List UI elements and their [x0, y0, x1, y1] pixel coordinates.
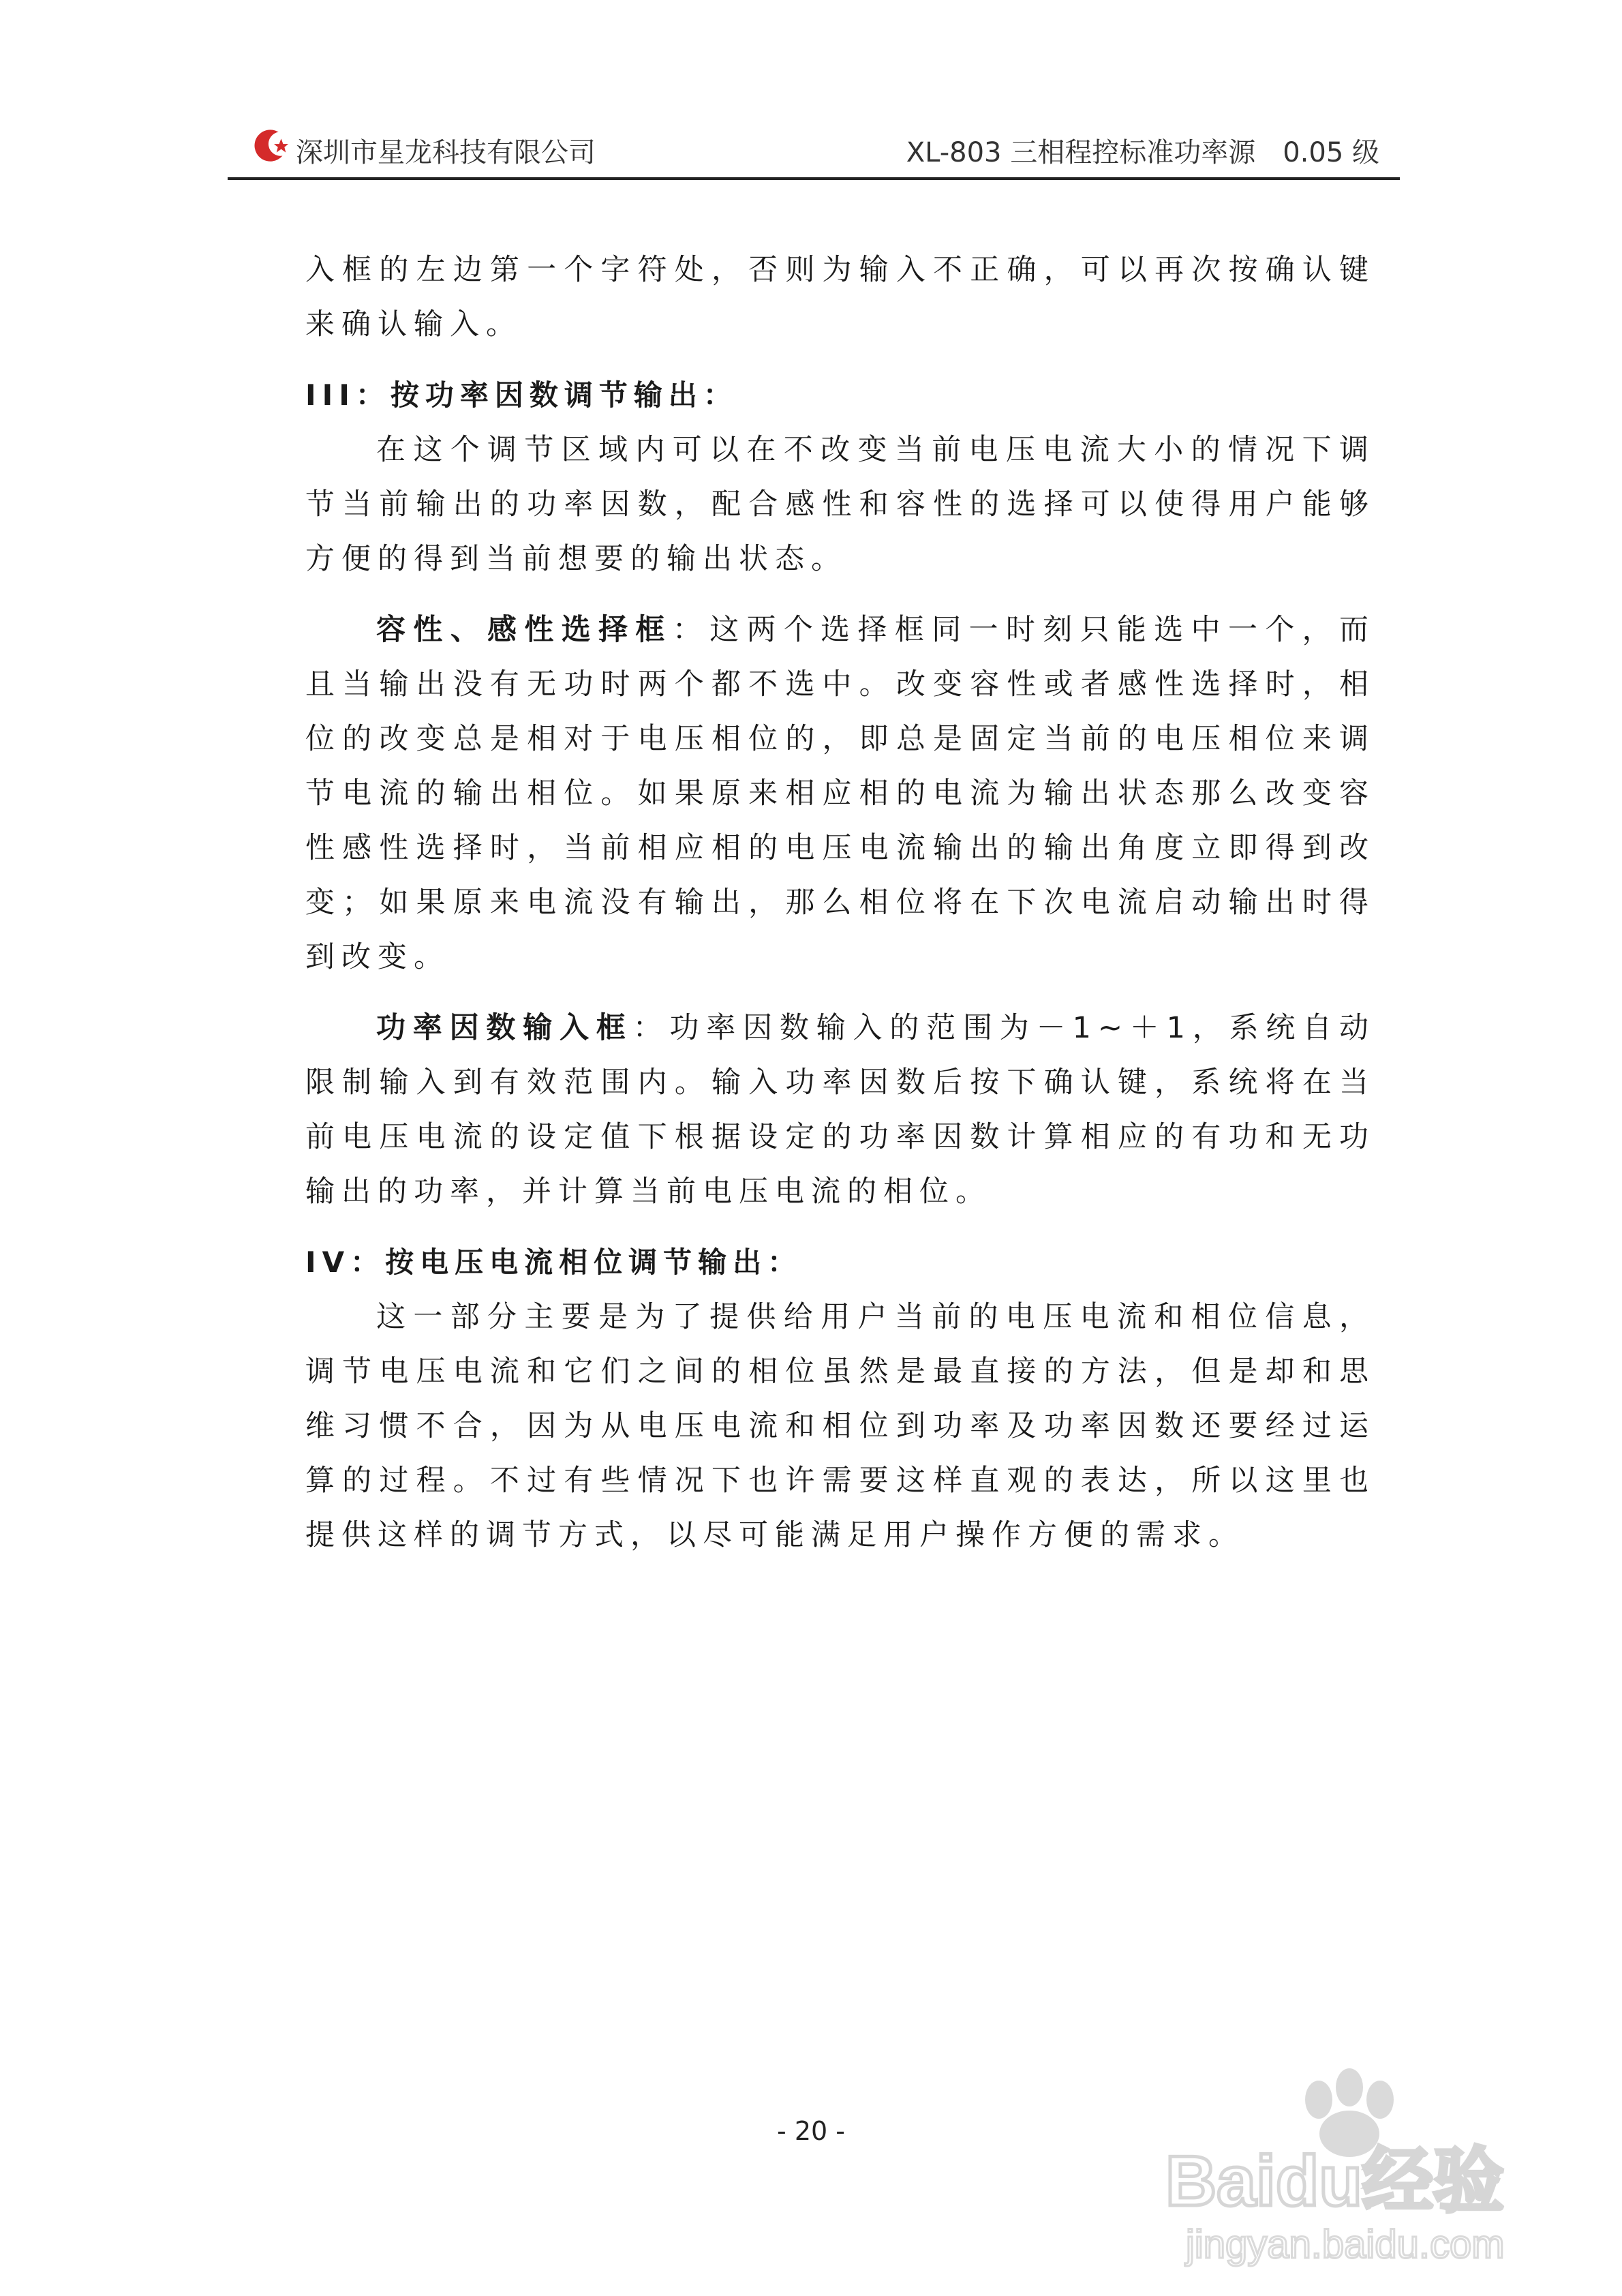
paragraph-3-text: ：这两个选择框同一时刻只能选中一个，而且当输出没有无功时两个都不选中。改变容性或者感性选择时，相位的改变总是相对于电压相位的，即总是固定当前的电压相位来调节电流的输出相位。如果原来相应相的电流为输出状态那么改变容性感性选择时，当前相应相的电压电流输出的输出角度立即得到改变；如果原来电流没有输出，那么相位将在下次电流启动输出时得到改变。 [305, 613, 1376, 974]
red-star-logo-icon [252, 125, 292, 165]
watermark-url-text: jingyan.baidu.com [1186, 2222, 1505, 2267]
term-capacitive-inductive: 容性、感性选择框 [376, 613, 673, 647]
page-number: - 20 - [777, 2116, 845, 2146]
section-4-title: IV：按电压电流相位调节输出： [305, 1245, 803, 1279]
document-body [305, 243, 1375, 1562]
watermark-brand-text: Baidu经验 [1165, 2142, 1504, 2221]
paragraph-3 [305, 603, 1375, 984]
product-title: XL-803 三相程控标准功率源 0.05 级 [906, 137, 1379, 168]
term-power-factor-input: 功率因数输入框 [376, 1011, 633, 1045]
paragraph-5: 这一部分主要是为了提供给用户当前的电压电流和相位信息，调节电压电流和它们之间的相位虽然是最直接的方法，但是却和思维习惯不合，因为从电压电流和相位到功率及功率因数还要经过运算的过程。不过有些情况下也许需要这样直观的表达，所以这里也提供这样的调节方式，以尽可能满足用户操作方便的需求。 [305, 1300, 1375, 1552]
company-name: 深圳市星龙科技有限公司 [296, 137, 596, 168]
page-header [228, 123, 1400, 180]
section-3-title: III：按功率因数调节输出： [305, 378, 738, 412]
paragraph-1: 入框的左边第一个字符处，否则为输入不正确，可以再次按确认键来确认输入。 [305, 253, 1375, 342]
paragraph-4-text: ：功率因数输入的范围为－1~＋1，系统自动限制输入到有效范围内。输入功率因数后按下确认键，系统将在当前电压电流的设定值下根据设定的功率因数计算相应的有功和无功输出的功率，并计算当前电压电流的相位。 [305, 1011, 1375, 1209]
paragraph-2: 在这个调节区域内可以在不改变当前电压电流大小的情况下调节当前输出的功率因数，配合感性和容性的选择可以使得用户能够方便的得到当前想要的输出状态。 [305, 433, 1375, 576]
baidu-jingyan-watermark-icon [1145, 2045, 1527, 2270]
paragraph-4 [305, 1001, 1375, 1219]
